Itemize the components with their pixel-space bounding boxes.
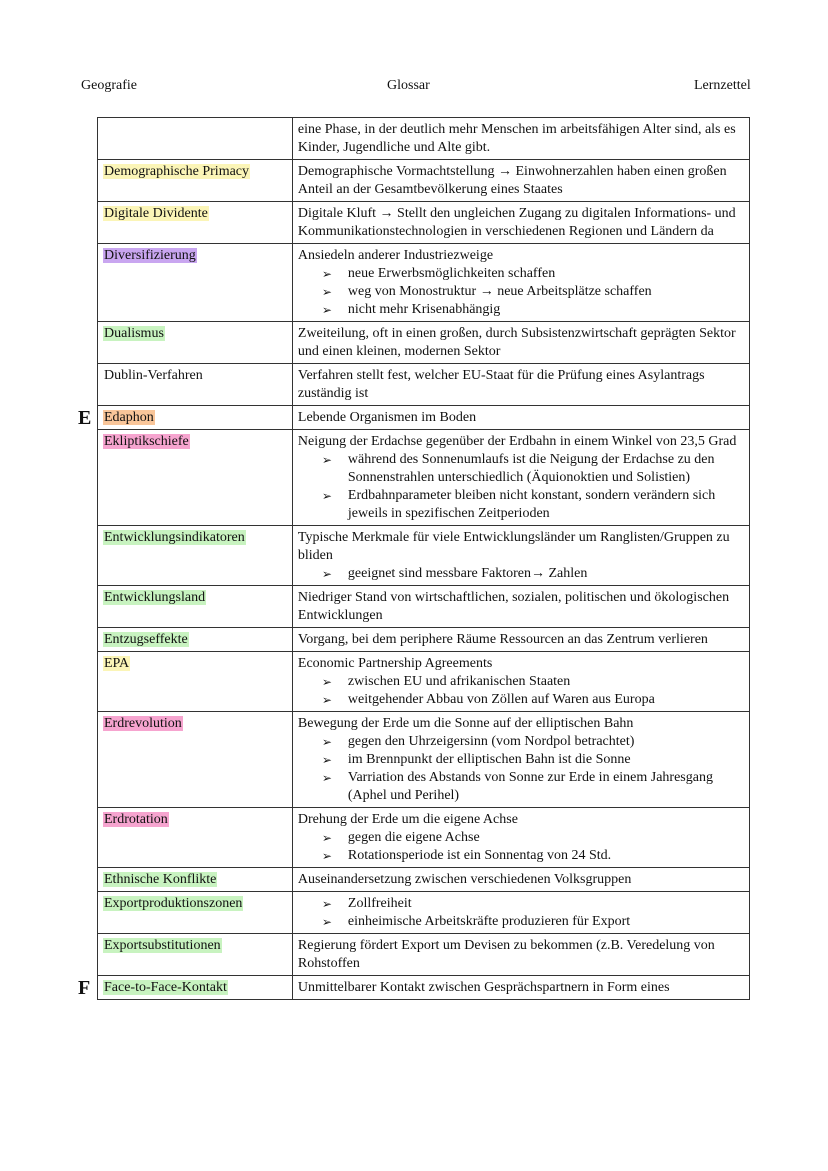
glossary-term-cell — [98, 364, 293, 406]
glossary-term: Diversifizierung — [104, 248, 196, 263]
glossary-definition: Neigung der Erdachse gegenüber der Erdbahn in einem Winkel von 23,5 Grad — [297, 434, 737, 449]
definition-bullet-list — [298, 265, 744, 319]
glossary-definition: Lebende Organismen im Boden — [297, 410, 477, 425]
glossary-row — [98, 892, 750, 934]
glossary-term: Ethnische Konflikte — [104, 872, 217, 887]
glossary-definition-cell — [292, 628, 749, 652]
glossary-term-cell — [98, 244, 293, 322]
glossary-definition: Drehung der Erde um die eigene Achse — [297, 812, 518, 827]
definition-bullet-list — [298, 829, 744, 865]
definition-bullet: ➢ nicht mehr Krisenabhängig — [320, 301, 744, 319]
section-letter-f: F — [78, 976, 91, 999]
glossary-row — [98, 430, 750, 526]
glossary-row — [98, 628, 750, 652]
definition-bullet: ➢ einheimische Arbeitskräfte produzieren für Export — [320, 913, 744, 931]
glossary-definition: Unmittelbarer Kontakt zwischen Gesprächspartnern in Form eines — [297, 980, 670, 995]
definition-bullet: ➢ Varriation des Abstands von Sonne zur Erde in einem Jahresgang (Aphel und Perihel) — [320, 769, 744, 805]
glossary-term-cell — [98, 406, 293, 430]
glossary-definition-cell — [292, 712, 749, 808]
header-title: Glossar — [387, 78, 430, 93]
glossary-row — [98, 586, 750, 628]
glossary-row — [98, 808, 750, 868]
definition-bullet-list — [298, 451, 744, 523]
glossary-definition: Economic Partnership Agreements — [297, 656, 493, 671]
definition-bullet-list — [298, 733, 744, 805]
glossary-row — [98, 526, 750, 586]
glossary-definition-cell — [292, 430, 749, 526]
glossary-row — [98, 322, 750, 364]
glossary-term-cell — [98, 526, 293, 586]
glossary-definition-cell — [292, 244, 749, 322]
glossary-term-cell — [98, 430, 293, 526]
page-header — [0, 78, 828, 98]
glossary-definition: Typische Merkmale für viele Entwicklungsländer um Ranglisten/Gruppen zu bliden — [297, 530, 730, 563]
glossary-definition-cell — [292, 652, 749, 712]
glossary-row — [98, 406, 750, 430]
glossary-table — [97, 117, 750, 1000]
glossary-term: Digitale Dividente — [104, 206, 208, 221]
definition-bullet: ➢ zwischen EU und afrikanischen Staaten — [320, 673, 744, 691]
definition-bullet: ➢ weg von Monostruktur → neue Arbeitsplätze schaffen — [320, 283, 744, 301]
glossary-row — [98, 976, 750, 1000]
glossary-definition: eine Phase, in der deutlich mehr Menschen im arbeitsfähigen Alter sind, als es Kinder, Jugendliche und Alte gibt. — [297, 122, 736, 155]
definition-bullet: ➢ im Brennpunkt der elliptischen Bahn ist die Sonne — [320, 751, 744, 769]
glossary-term-cell — [98, 118, 293, 160]
glossary-term: EPA — [104, 656, 130, 671]
glossary-row — [98, 160, 750, 202]
glossary-term: Dublin-Verfahren — [104, 368, 203, 383]
definition-bullet: ➢ gegen die eigene Achse — [320, 829, 744, 847]
definition-bullet: ➢ während des Sonnenumlaufs ist die Neigung der Erdachse zu den Sonnenstrahlen unterschiedlich (Äquionoktien und Solistien) — [320, 451, 744, 487]
section-letter-e: E — [78, 406, 92, 429]
glossary-definition: Verfahren stellt fest, welcher EU-Staat für die Prüfung eines Asylantrags zuständig ist — [297, 368, 705, 401]
glossary-term-cell — [98, 712, 293, 808]
glossary-term-cell — [98, 808, 293, 868]
glossary-term-cell — [98, 322, 293, 364]
glossary-definition-cell — [292, 934, 749, 976]
glossary-term-cell — [98, 934, 293, 976]
glossary-term: Demographische Primacy — [104, 164, 250, 179]
definition-bullet: ➢ weitgehender Abbau von Zöllen auf Waren aus Europa — [320, 691, 744, 709]
glossary-row — [98, 244, 750, 322]
glossary-term — [103, 122, 105, 137]
glossary-term-cell — [98, 892, 293, 934]
definition-bullet: ➢ Zollfreiheit — [320, 895, 744, 913]
glossary-definition-cell — [292, 202, 749, 244]
glossary-definition-cell — [292, 808, 749, 868]
glossary-term-cell — [98, 976, 293, 1000]
glossary-term-cell — [98, 202, 293, 244]
glossary-term-cell — [98, 586, 293, 628]
glossary-term: Erdrotation — [104, 812, 168, 827]
glossary-definition-cell — [292, 364, 749, 406]
definition-bullet: ➢ neue Erwerbsmöglichkeiten schaffen — [320, 265, 744, 283]
glossary-definition: Vorgang, bei dem periphere Räume Ressourcen an das Zentrum verlieren — [297, 632, 708, 647]
glossary-definition-cell — [292, 892, 749, 934]
glossary-definition-cell — [292, 406, 749, 430]
glossary-definition-cell — [292, 322, 749, 364]
glossary-definition: Regierung fördert Export um Devisen zu bekommen (z.B. Veredelung von Rohstoffen — [297, 938, 715, 971]
definition-bullet-list — [298, 673, 744, 709]
glossary-definition: Demographische Vormachtstellung → Einwohnerzahlen haben einen großen Anteil an der Gesamtbevölkerung eines Staates — [297, 164, 727, 197]
definition-bullet-list — [298, 565, 744, 583]
definition-bullet: ➢ Rotationsperiode ist ein Sonnentag von 24 Std. — [320, 847, 744, 865]
glossary-term: Entzugseffekte — [104, 632, 188, 647]
glossary-term: Dualismus — [104, 326, 164, 341]
glossary-definition: Niedriger Stand von wirtschaftlichen, sozialen, politischen und ökologischen Entwicklungen — [297, 590, 730, 623]
definition-bullet: ➢ Erdbahnparameter bleiben nicht konstant, sondern verändern sich jeweils in spezifischen Zeitperioden — [320, 487, 744, 523]
definition-bullet: ➢ geeignet sind messbare Faktoren→ Zahlen — [320, 565, 744, 583]
glossary-term-cell — [98, 628, 293, 652]
glossary-definition: Zweiteilung, oft in einen großen, durch Subsistenzwirtschaft geprägten Sektor und einen kleinen, modernen Sektor — [297, 326, 736, 359]
glossary-definition-cell — [292, 526, 749, 586]
glossary-definition-cell — [292, 160, 749, 202]
glossary-row — [98, 868, 750, 892]
glossary-definition: Bewegung der Erde um die Sonne auf der elliptischen Bahn — [297, 716, 634, 731]
definition-bullet: ➢ gegen den Uhrzeigersinn (vom Nordpol betrachtet) — [320, 733, 744, 751]
glossary-row — [98, 934, 750, 976]
header-type: Lernzettel — [694, 78, 751, 93]
glossary-definition-cell — [292, 976, 749, 1000]
glossary-term: Edaphon — [104, 410, 154, 425]
glossary-term: Exportsubstitutionen — [104, 938, 221, 953]
glossary-definition: Auseinandersetzung zwischen verschiedenen Volksgruppen — [297, 872, 632, 887]
glossary-term: Entwicklungsindikatoren — [104, 530, 245, 545]
glossary-row — [98, 364, 750, 406]
glossary-term: Exportproduktionszonen — [104, 896, 243, 911]
glossary-definition: Digitale Kluft → Stellt den ungleichen Zugang zu digitalen Informations- und Kommunikationstechnologien in verschiedenen Regionen und Ländern da — [297, 206, 736, 239]
glossary-definition-cell — [292, 118, 749, 160]
glossary-definition: Ansiedeln anderer Industriezweige — [297, 248, 494, 263]
glossary-term: Face-to-Face-Kontakt — [104, 980, 227, 995]
glossary-row — [98, 202, 750, 244]
glossary-row — [98, 712, 750, 808]
glossary-term: Ekliptikschiefe — [104, 434, 189, 449]
glossary-definition-cell — [292, 868, 749, 892]
definition-bullet-list — [298, 895, 744, 931]
glossary-row — [98, 118, 750, 160]
glossary-row — [98, 652, 750, 712]
glossary-definition-cell — [292, 586, 749, 628]
glossary-term: Entwicklungsland — [104, 590, 206, 605]
glossary-term-cell — [98, 160, 293, 202]
glossary-term-cell — [98, 868, 293, 892]
header-subject: Geografie — [81, 78, 137, 93]
glossary-term: Erdrevolution — [104, 716, 182, 731]
glossary-term-cell — [98, 652, 293, 712]
